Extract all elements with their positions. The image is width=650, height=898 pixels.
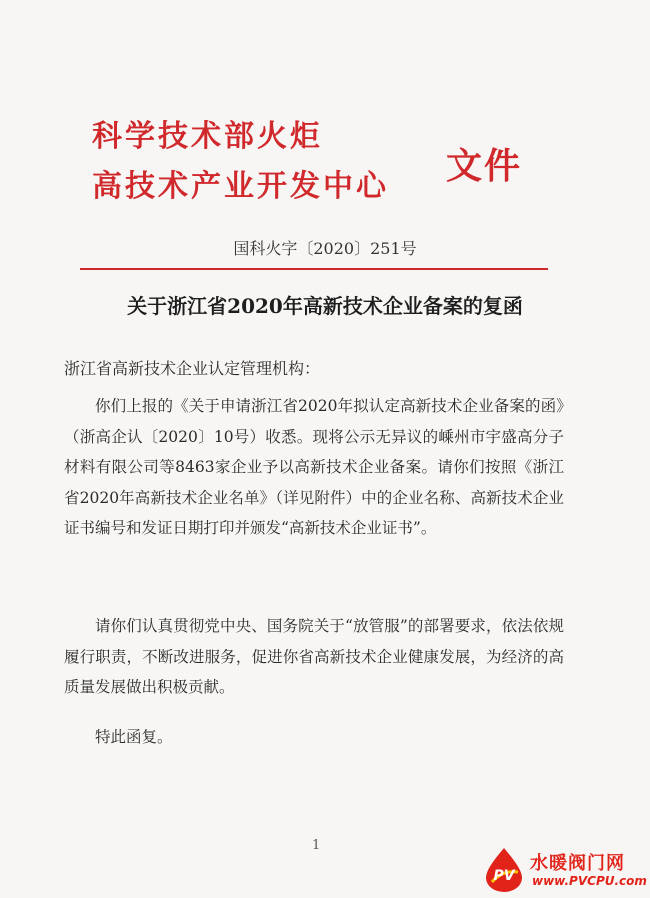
addressee: 浙江省高新技术企业认定管理机构： xyxy=(64,359,321,378)
watermark-url: www.PVCPU.com xyxy=(532,874,647,888)
page-number: 1 xyxy=(312,838,321,853)
issuer-line-2: 高技术产业开发中心 xyxy=(92,169,389,204)
document-number: 国科火字〔2020〕251号 xyxy=(233,239,417,258)
closing-line: 特此函复。 xyxy=(95,728,173,746)
site-watermark xyxy=(482,846,650,898)
watermark-site-name: 水暖阀门网 xyxy=(530,853,625,874)
body-paragraph-1: 你们上报的《关于申请浙江省2020年拟认定高新技术企业备案的函》（浙高企认〔2020〕10号）收悉。现将公示无异议的嵊州市宇盛高分子材料有限公司等8463家企业予以高新技术企业备案。请你们按照《浙江省2020年高新技术企业名单》（详见附件）中的企业名称、高新技术企业证书编号和发证日期打印并颁发“高新技术企业证书”。 xyxy=(64,397,564,537)
document-label: 文件 xyxy=(446,145,523,187)
issuing-agency xyxy=(92,112,389,212)
issuer-line-1: 科学技术部火炬 xyxy=(92,119,323,154)
red-divider-line xyxy=(80,268,548,270)
document-title: 关于浙江省2020年高新技术企业备案的复函 xyxy=(127,294,523,318)
logo-letters: PV xyxy=(493,868,515,884)
body-paragraph-2: 请你们认真贯彻党中央、国务院关于“放管服”的部署要求，依法依规履行职责，不断改进服务，促进你省高新技术企业健康发展，为经济的高质量发展做出积极贡献。 xyxy=(64,617,564,696)
pvcpu-logo-icon xyxy=(482,846,526,894)
